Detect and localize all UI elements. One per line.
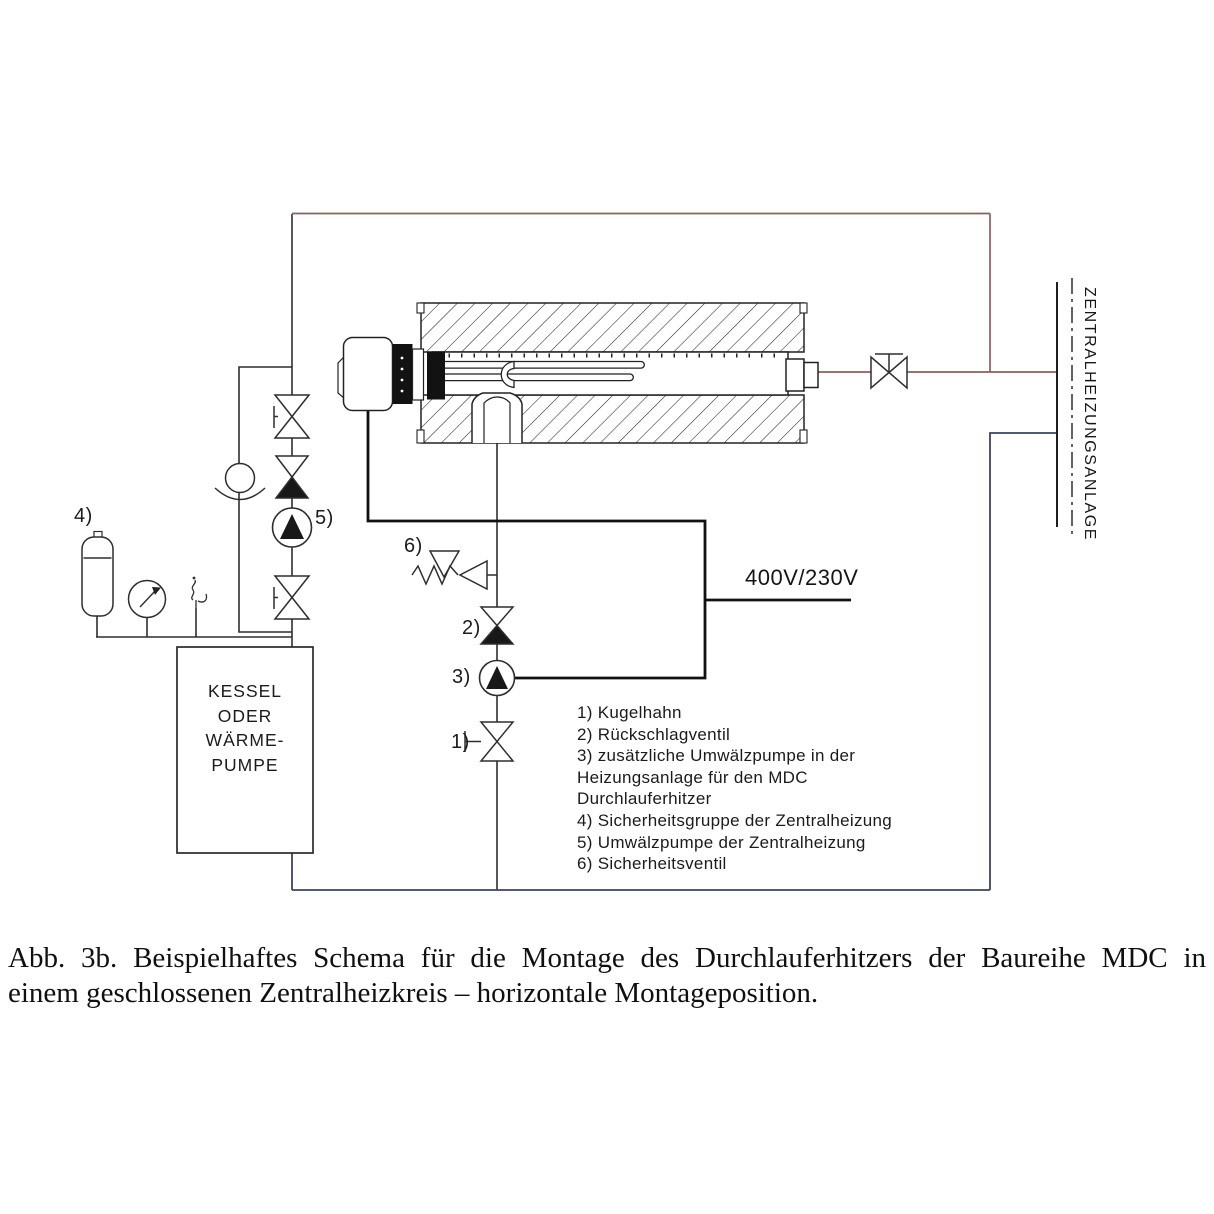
- expansion-vessel: [82, 532, 113, 617]
- ball-valve-1: [465, 722, 513, 761]
- heater-assembly: [338, 303, 818, 443]
- callout-6: 6): [404, 535, 423, 557]
- check-valve-left: [276, 456, 308, 498]
- ball-valve-top-left: [274, 395, 309, 438]
- pump-5: [273, 508, 312, 547]
- legend-line: 1) Kugelhahn: [577, 703, 682, 722]
- legend-line: Durchlauferhitzer: [577, 789, 712, 809]
- callout-3: 3): [452, 666, 471, 688]
- caption-line2: einem geschlossenen Zentralheizkreis – horizontale Montageposition.: [8, 977, 819, 1009]
- pump-3: [480, 661, 515, 696]
- legend-line: 3) zusätzliche Umwälzpumpe in der: [577, 746, 856, 766]
- boiler-label: [177, 679, 313, 777]
- callout-4: 4): [74, 505, 93, 527]
- callout-2: 2): [462, 617, 481, 639]
- check-valve-2: [481, 607, 513, 644]
- boiler-label-line4: PUMPE: [211, 754, 279, 775]
- pressure-gauge: [129, 581, 166, 618]
- callout-5: 5): [315, 507, 334, 529]
- safety-valve-6: [412, 551, 497, 589]
- caption-line1: Abb. 3b. Beispielhaftes Schema für die Montage des Durchlauferhitzers der Baureihe MDC in: [8, 942, 1206, 974]
- callout-1: 1): [451, 731, 470, 753]
- power-supply-label: 400V/230V: [745, 565, 859, 590]
- legend: [577, 702, 892, 875]
- legend-line: Heizungsanlage für den MDC: [577, 767, 808, 787]
- central-heating-wall-label: ZENTRALHEIZUNGSANLAGE: [1081, 287, 1098, 542]
- air-vent: [192, 577, 207, 608]
- figure-caption: [8, 941, 1206, 1011]
- legend-line: 2) Rückschlagventil: [577, 724, 731, 744]
- boiler-label-line1: KESSEL: [207, 681, 283, 701]
- ball-valve-right: [871, 354, 907, 388]
- bypass-gauge: [215, 464, 265, 500]
- legend-line: 6) Sicherheitsventil: [577, 854, 727, 874]
- legend-line: 4) Sicherheitsgruppe der Zentralheizung: [577, 810, 893, 830]
- legend-line: 5) Umwälzpumpe der Zentralheizung: [577, 832, 866, 852]
- boiler-label-line3: WÄRME-: [205, 730, 285, 750]
- boiler-label-line2: ODER: [217, 705, 273, 726]
- electric-wiring: [368, 405, 851, 678]
- system-wall: [1057, 278, 1072, 537]
- ball-valve-bottom-left: [274, 576, 309, 619]
